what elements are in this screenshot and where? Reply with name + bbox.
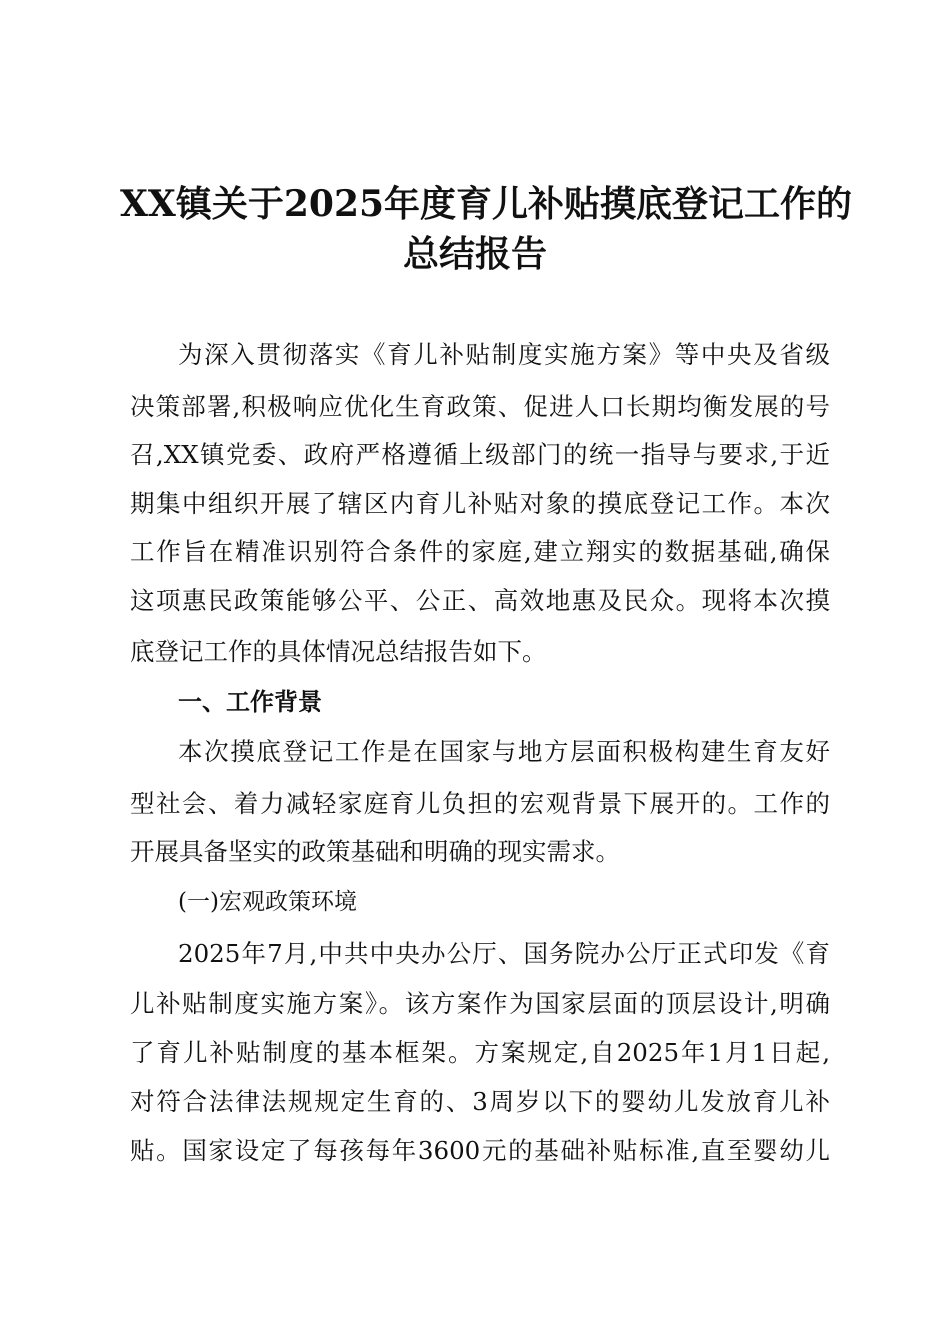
subsection-1-line-3: 了育儿补贴制度的基本框架。方案规定,自2025年1月1日起,: [130, 1038, 830, 1067]
section-1-line-1: 本次摸底登记工作是在国家与地方层面积极构建生育友好: [178, 737, 830, 766]
intro-line-1: 为深入贯彻落实《育儿补贴制度实施方案》等中央及省级: [178, 340, 830, 369]
intro-line-6: 这项惠民政策能够公平、公正、高效地惠及民众。现将本次摸: [130, 586, 830, 615]
intro-line-7: 底登记工作的具体情况总结报告如下。: [130, 637, 547, 666]
subsection-1-line-4: 对符合法律法规规定生育的、3周岁以下的婴幼儿发放育儿补: [130, 1087, 830, 1116]
section-1-line-2: 型社会、着力减轻家庭育儿负担的宏观背景下展开的。工作的: [130, 789, 830, 818]
intro-line-3: 召,XX镇党委、政府严格遵循上级部门的统一指导与要求,于近: [130, 440, 830, 469]
subsection-1-line-5: 贴。国家设定了每孩每年3600元的基础补贴标准,直至婴幼儿: [130, 1136, 830, 1165]
subsection-1-line-2: 儿补贴制度实施方案》。该方案作为国家层面的顶层设计,明确: [130, 989, 830, 1018]
intro-line-2: 决策部署,积极响应优化生育政策、促进人口长期均衡发展的号: [130, 392, 830, 421]
subsection-1-heading: (一)宏观政策环境: [178, 889, 357, 915]
subsection-1-line-1: 2025年7月,中共中央办公厅、国务院办公厅正式印发《育: [178, 939, 830, 968]
document-title-line-1: XX镇关于2025年度育儿补贴摸底登记工作的: [120, 183, 853, 225]
section-1-line-3: 开展具备坚实的政策基础和明确的现实需求。: [130, 837, 620, 866]
intro-line-4: 期集中组织开展了辖区内育儿补贴对象的摸底登记工作。本次: [130, 489, 830, 518]
section-1-heading: 一、工作背景: [178, 688, 322, 716]
document-title-line-2: 总结报告: [402, 233, 547, 275]
intro-line-5: 工作旨在精准识别符合条件的家庭,建立翔实的数据基础,确保: [130, 537, 830, 566]
